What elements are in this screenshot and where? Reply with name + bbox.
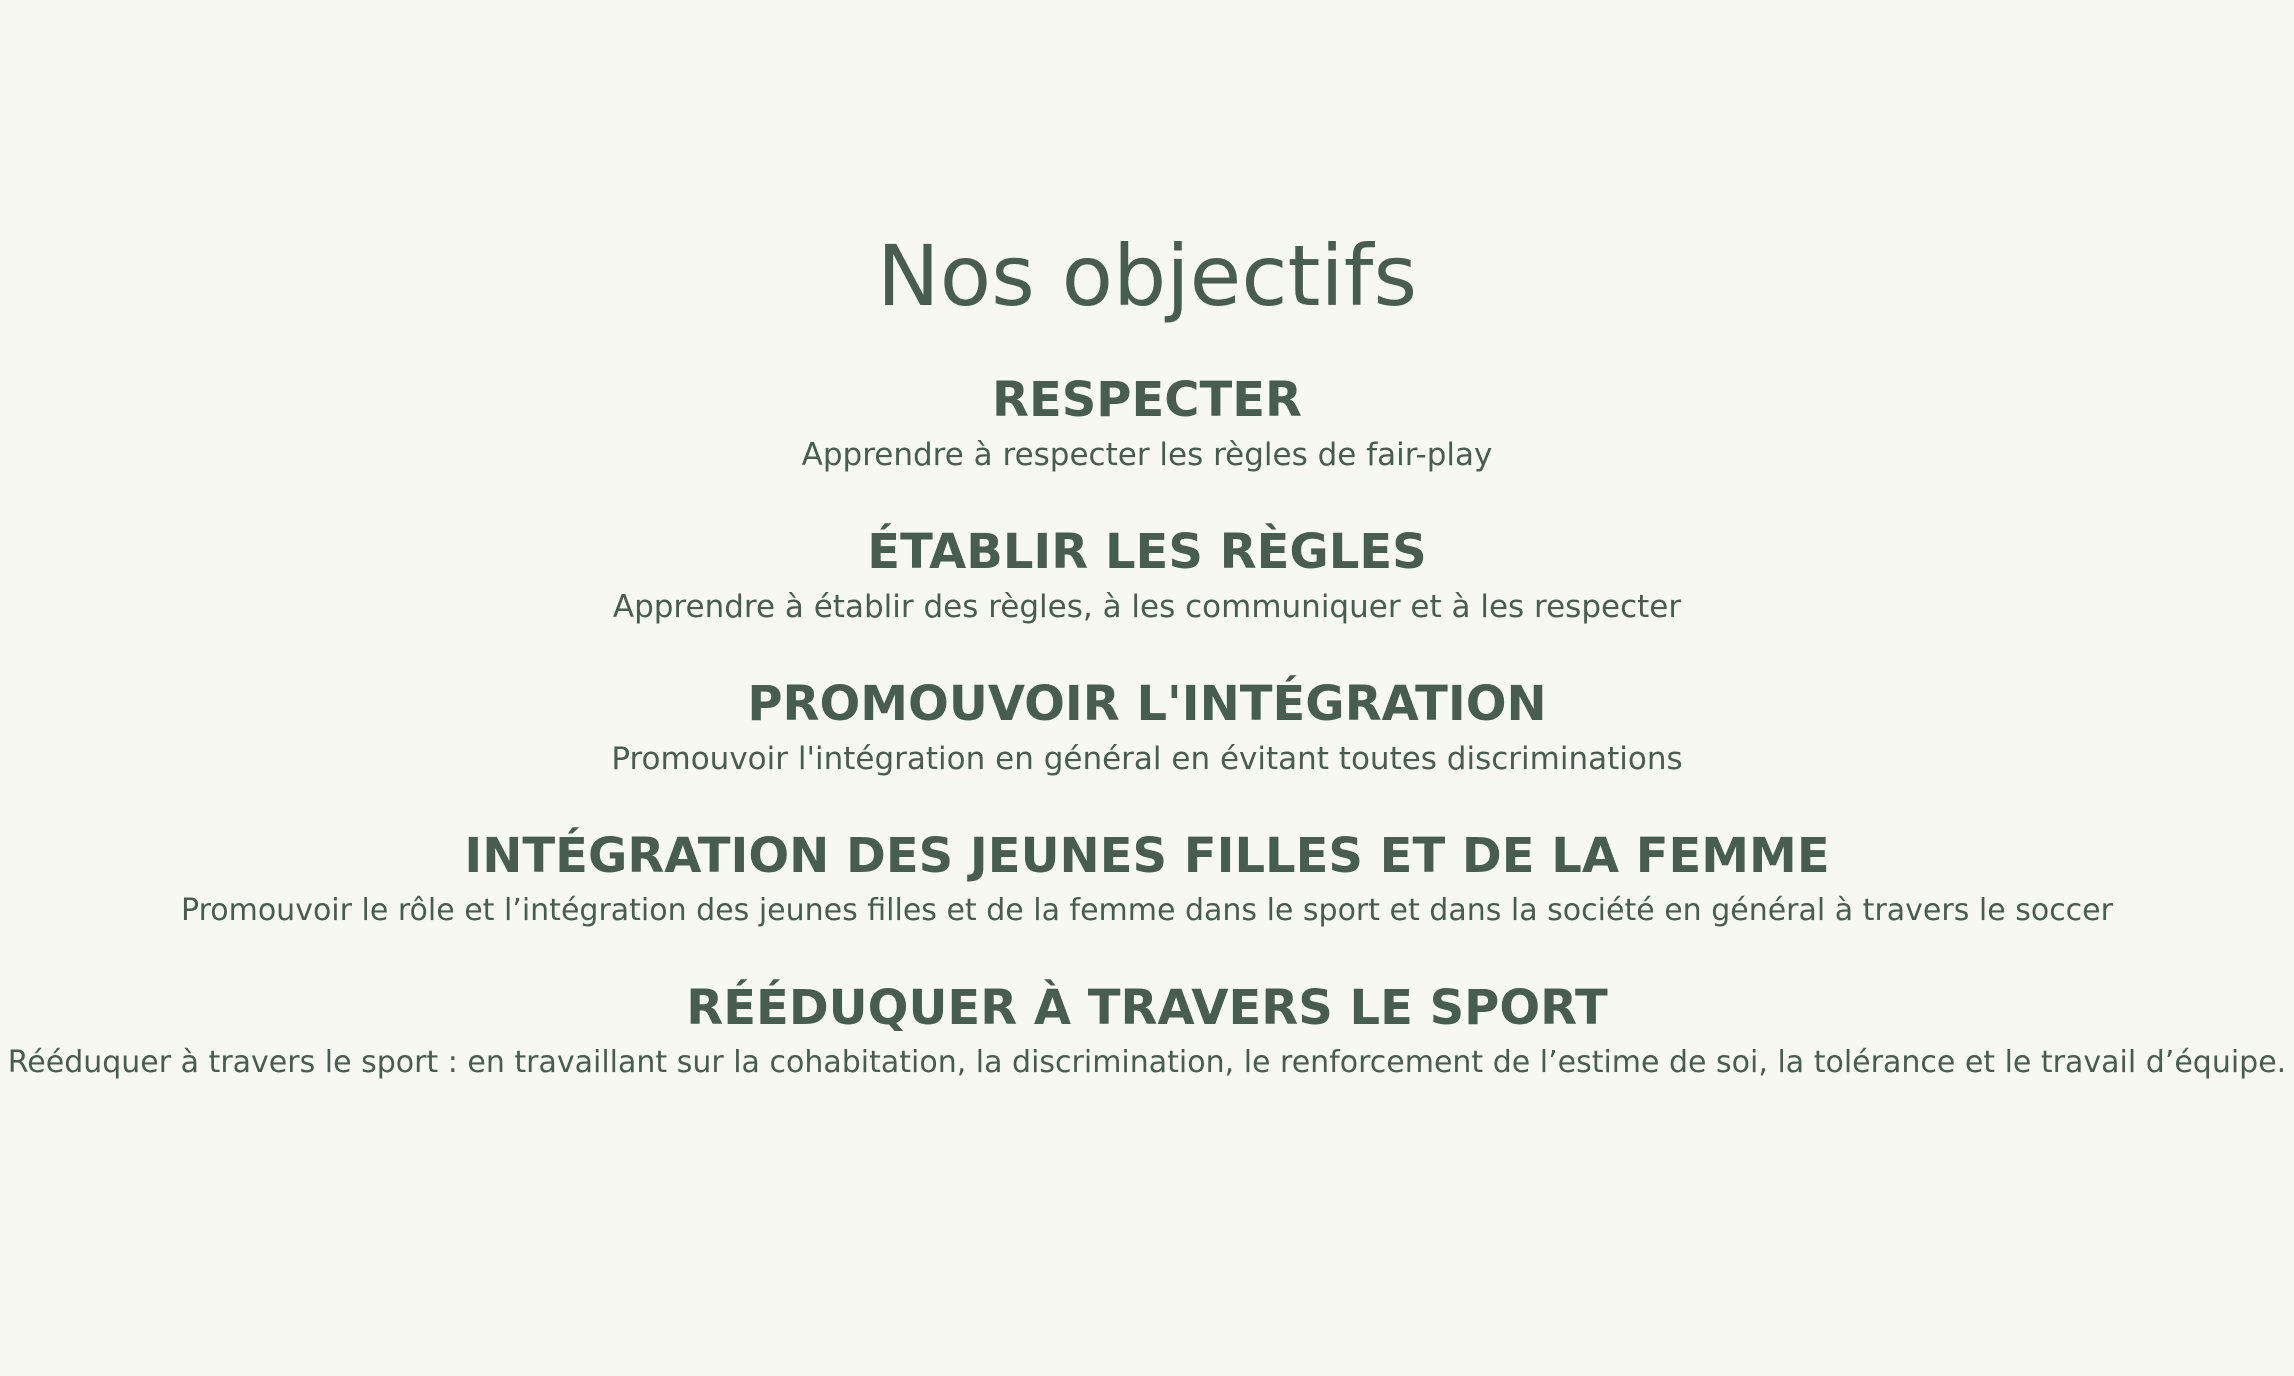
page-title: Nos objectifs — [876, 227, 1418, 325]
objectives-list — [0, 366, 2294, 1126]
objective-description: Apprendre à respecter les règles de fair-play — [801, 437, 1493, 473]
objective-promouvoir-integration — [0, 670, 2294, 822]
objective-heading: RESPECTER — [991, 372, 1302, 428]
objective-heading: PROMOUVOIR L'INTÉGRATION — [747, 676, 1547, 732]
objective-respecter — [0, 366, 2294, 518]
objective-description: Promouvoir l'intégration en général en évitant toutes discriminations — [611, 741, 1683, 777]
objective-reeduquer-sport — [0, 974, 2294, 1126]
objective-etablir-les-regles — [0, 518, 2294, 670]
objective-heading: INTÉGRATION DES JEUNES FILLES ET DE LA FEMME — [464, 828, 1830, 884]
objective-heading: ÉTABLIR LES RÈGLES — [867, 524, 1427, 580]
objective-integration-filles-femme — [0, 822, 2294, 974]
objective-heading: RÉÉDUQUER À TRAVERS LE SPORT — [686, 980, 1608, 1036]
objective-description: Promouvoir le rôle et l’intégration des jeunes filles et de la femme dans le sport et dans la société en général à travers le soccer — [181, 893, 2113, 928]
objective-description: Rééduquer à travers le sport : en travaillant sur la cohabitation, la discrimination, le renforcement de l’estime de soi, la tolérance et le travail d’équipe. — [7, 1045, 2287, 1080]
objective-description: Apprendre à établir des règles, à les communiquer et à les respecter — [612, 589, 1682, 625]
